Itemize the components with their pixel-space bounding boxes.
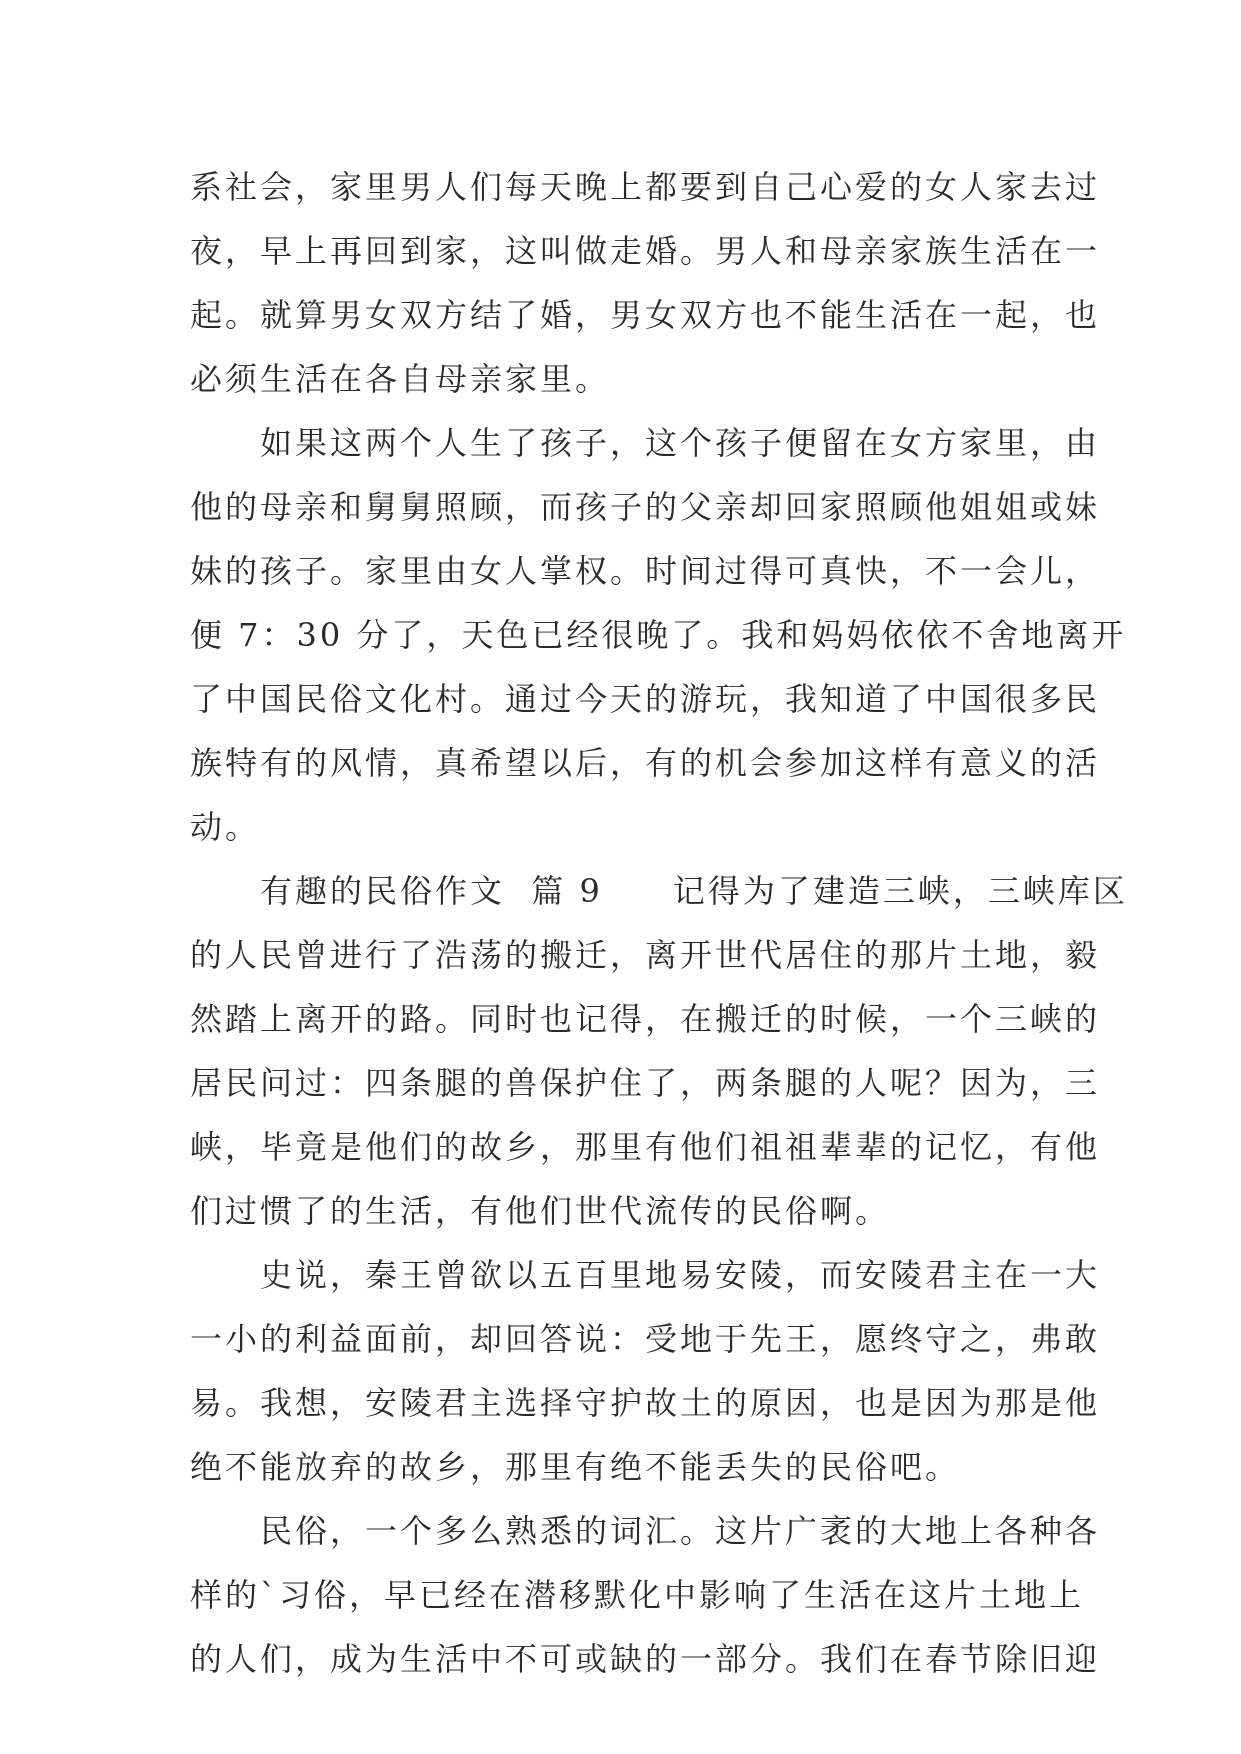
text-line: 民俗，一个多么熟悉的词汇。这片广袤的大地上各种各 bbox=[190, 1512, 1101, 1550]
text-line: 样的`习俗，早已经在潜移默化中影响了生活在这片土地上 bbox=[190, 1576, 1085, 1614]
text-line: 妹的孩子。家里由女人掌权。时间过得可真快，不一会儿， bbox=[190, 552, 1101, 590]
text-line: 有趣的民俗作文 篇 9 记得为了建造三峡，三峡库区 bbox=[190, 872, 1128, 910]
text-line: 如果这两个人生了孩子，这个孩子便留在女方家里，由 bbox=[190, 424, 1101, 462]
text-line: 一小的利益面前，却回答说：受地于先王，愿终守之，弗敢 bbox=[190, 1320, 1101, 1358]
text-line: 起。就算男女双方结了婚，男女双方也不能生活在一起，也 bbox=[190, 296, 1101, 334]
text-line: 族特有的风情，真希望以后，有的机会参加这样有意义的活 bbox=[190, 744, 1101, 782]
text-line: 居民问过：四条腿的兽保护住了，两条腿的人呢？因为，三 bbox=[190, 1064, 1101, 1102]
text-line: 然踏上离开的路。同时也记得，在搬迁的时候，一个三峡的 bbox=[190, 1000, 1101, 1038]
text-line: 史说，秦王曾欲以五百里地易安陵，而安陵君主在一大 bbox=[190, 1256, 1101, 1294]
text-line: 了中国民俗文化村。通过今天的游玩，我知道了中国很多民 bbox=[190, 680, 1101, 718]
text-line: 绝不能放弃的故乡，那里有绝不能丢失的民俗吧。 bbox=[190, 1448, 961, 1486]
text-line: 峡，毕竟是他们的故乡，那里有他们祖祖辈辈的记忆，有他 bbox=[190, 1128, 1101, 1166]
text-line: 系社会，家里男人们每天晚上都要到自己心爱的女人家去过 bbox=[190, 168, 1101, 206]
text-line: 夜，早上再回到家，这叫做走婚。男人和母亲家族生活在一 bbox=[190, 232, 1101, 270]
text-line: 便 7：30 分了，天色已经很晚了。我和妈妈依依不舍地离开 bbox=[190, 616, 1127, 654]
text-line: 的人民曾进行了浩荡的搬迁，离开世代居住的那片土地，毅 bbox=[190, 936, 1101, 974]
text-line: 动。 bbox=[190, 808, 261, 846]
text-line: 们过惯了的生活，有他们世代流传的民俗啊。 bbox=[190, 1192, 891, 1230]
essay-text bbox=[190, 155, 1128, 1691]
text-line: 易。我想，安陵君主选择守护故土的原因，也是因为那是他 bbox=[190, 1384, 1101, 1422]
text-line: 必须生活在各自母亲家里。 bbox=[190, 360, 611, 398]
text-line: 他的母亲和舅舅照顾，而孩子的父亲却回家照顾他姐姐或妹 bbox=[190, 488, 1101, 526]
text-line: 的人们，成为生活中不可或缺的一部分。我们在春节除旧迎 bbox=[190, 1640, 1101, 1678]
